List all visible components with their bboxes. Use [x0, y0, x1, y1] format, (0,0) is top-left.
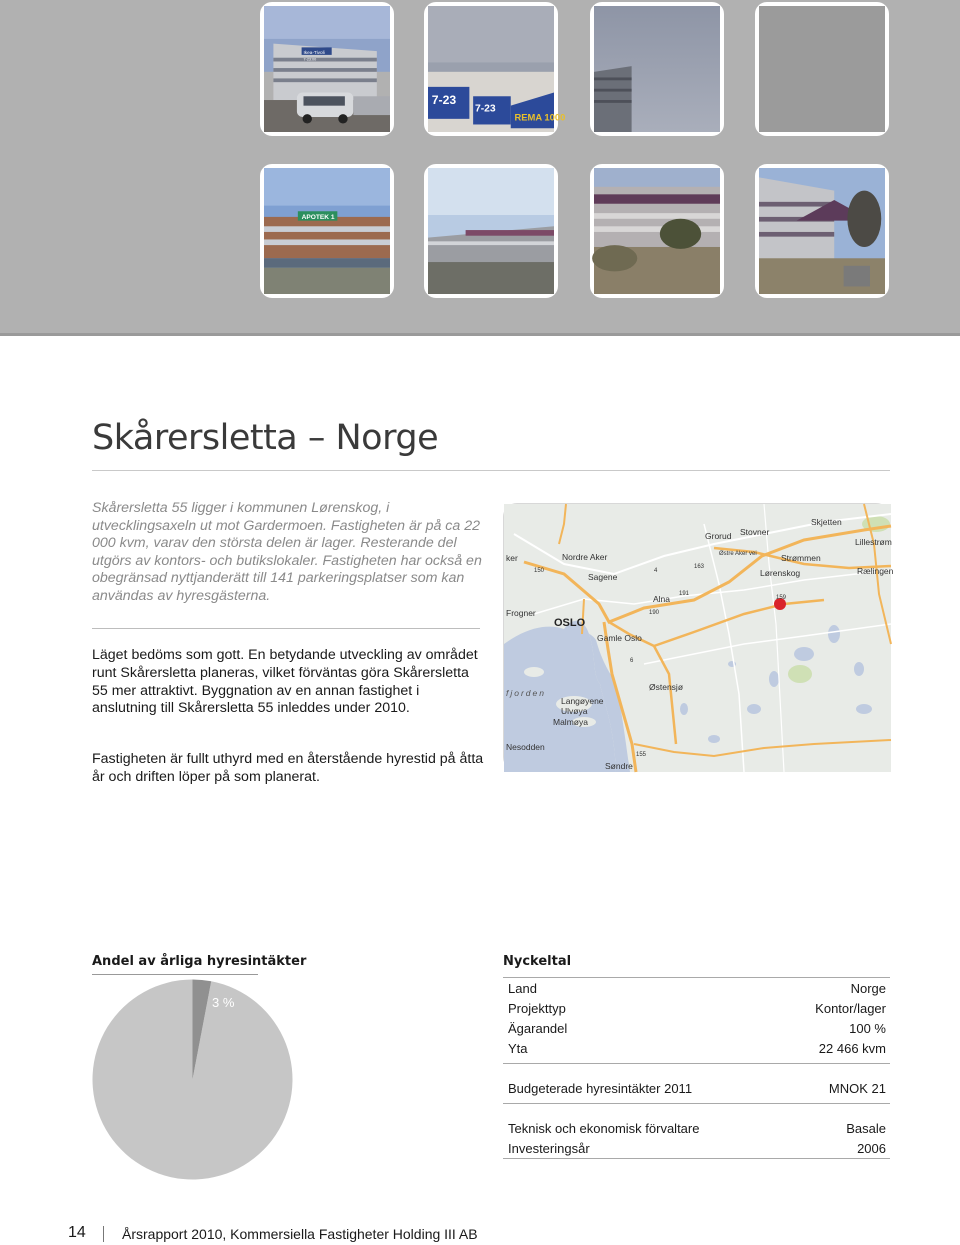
key-figures-divider	[503, 1063, 890, 1064]
key-figure-row	[508, 981, 886, 999]
map-label: Alna	[653, 594, 671, 604]
map-label: ker	[506, 553, 518, 563]
key-figures-divider	[503, 1158, 890, 1159]
key-figures-divider	[503, 1103, 890, 1104]
key-figure-value: MNOK 21	[828, 1081, 886, 1096]
map-road-number: 159	[776, 595, 787, 601]
map-road-label: Østre Aker vei	[719, 551, 757, 557]
key-figure-label: Land	[508, 981, 537, 996]
photo-building-parking	[260, 2, 394, 136]
map-label: Nordre Aker	[562, 552, 608, 562]
map-label-city: OSLO	[554, 617, 586, 629]
key-figure-row	[508, 1021, 886, 1039]
key-figure-value: 2006	[857, 1141, 886, 1156]
map-label: fjorden	[506, 688, 546, 698]
map-road-number: 6	[630, 658, 634, 664]
photo-sign-text: 7-23	[475, 103, 496, 115]
map-label: Lillestrøm	[855, 537, 892, 547]
footer-separator	[103, 1226, 104, 1242]
key-figure-value: 100 %	[849, 1021, 886, 1036]
map-road-number: 191	[679, 591, 690, 597]
map-label: Lørenskog	[760, 568, 801, 578]
map-label: Grorud	[705, 531, 732, 541]
key-figure-row	[508, 1001, 886, 1019]
map-label: Frogner	[506, 608, 536, 618]
intro-text: Skårersletta 55 ligger i kommunen Lørenskog, i utvecklingsaxeln ut mot Gardermoen. Fastigheten är på ca 22 000 kvm, varav den största delen är lager. Resterande del utgörs av kontors- och butikslokaler. Fastigheten har också en obegränsad nyttjanderätt till 141 parkeringsplatser som kan användas av hyresgästerna.	[92, 500, 482, 604]
map-road-number: 150	[534, 568, 545, 574]
photo-sign-text: REMA 1000	[514, 111, 566, 123]
body-paragraph: Läget bedöms som gott. En betydande utveckling av området runt Skårersletta planeras, vilket förväntas göra Skårersletta 55 mer attraktivt. Byggnation av en annan fastighet i anslutning till Skårersletta 55 inleddes under 2010.	[92, 647, 478, 717]
photo-building-bushes	[590, 164, 724, 298]
location-map	[503, 503, 894, 771]
intro-divider	[92, 628, 480, 629]
body-paragraph: Fastigheten är fullt uthyrd med en återstående hyrestid på åtta år och driften löper på som planerat.	[92, 751, 484, 785]
map-label: Søndre	[605, 761, 633, 771]
map-label: Malmøya	[553, 717, 588, 727]
map-road-number: 190	[649, 610, 660, 616]
key-figure-label: Ägarandel	[508, 1021, 568, 1036]
key-figure-label: Budgeterade hyresintäkter 2011	[508, 1081, 693, 1096]
key-figure-label: Projekttyp	[508, 1001, 566, 1016]
key-figure-label: Yta	[508, 1041, 528, 1056]
key-figure-value: 22 466 kvm	[818, 1041, 886, 1056]
map-label: Stovner	[740, 527, 770, 537]
photo-sign-text: APOTEK 1	[301, 213, 335, 221]
key-figures-divider	[503, 977, 890, 978]
photo-sign-text: 7-23:00	[303, 57, 317, 62]
page-number: 14	[68, 1224, 86, 1241]
pie-title: Andel av årliga hyresintäkter	[92, 954, 307, 969]
map-road-number: 163	[694, 564, 705, 570]
pie-data-label: 3 %	[212, 995, 235, 1010]
page-title: Skårersletta – Norge	[92, 418, 439, 458]
key-figure-value: Norge	[850, 981, 886, 996]
photo-sign-text: Ikea-Tivoli	[303, 49, 325, 55]
footer-text: Årsrapport 2010, Kommersiella Fastigheter Holding III AB	[122, 1226, 478, 1242]
map-label: Ulvøya	[561, 706, 588, 716]
map-label: Rælingen	[857, 566, 894, 576]
key-figure-row	[508, 1121, 886, 1139]
photo-long-building	[424, 164, 558, 298]
photo-sign-text: 7-23	[431, 92, 457, 107]
map-road-number: 4	[654, 568, 658, 574]
map-label: Sagene	[588, 572, 618, 582]
map-label: Nesodden	[506, 742, 545, 752]
key-figure-value: Basale	[846, 1121, 886, 1136]
pie-title-divider	[92, 974, 258, 975]
key-figure-row	[508, 1081, 886, 1099]
photo-grey	[755, 2, 889, 136]
photo-sky	[590, 2, 724, 136]
key-figure-row	[508, 1041, 886, 1059]
key-figure-label: Investeringsår	[508, 1141, 590, 1156]
map-label: Langøyene	[561, 696, 604, 706]
key-figure-value: Kontor/lager	[815, 1001, 886, 1016]
photo-building-trees	[755, 164, 889, 298]
title-divider	[92, 470, 890, 471]
key-figure-label: Teknisk och ekonomisk förvaltare	[508, 1121, 700, 1136]
map-label: Strømmen	[781, 553, 821, 563]
key-figure-row	[508, 1141, 886, 1159]
photo-store-signs	[424, 2, 566, 136]
key-figures-title: Nyckeltal	[503, 954, 572, 969]
map-road-number: 155	[636, 752, 647, 758]
photo-apotek-building	[260, 164, 394, 298]
map-label: Gamle Oslo	[597, 633, 642, 643]
rent-share-pie-chart	[90, 977, 295, 1182]
map-label: Østensjø	[649, 682, 684, 692]
map-label: Skjetten	[811, 517, 842, 527]
